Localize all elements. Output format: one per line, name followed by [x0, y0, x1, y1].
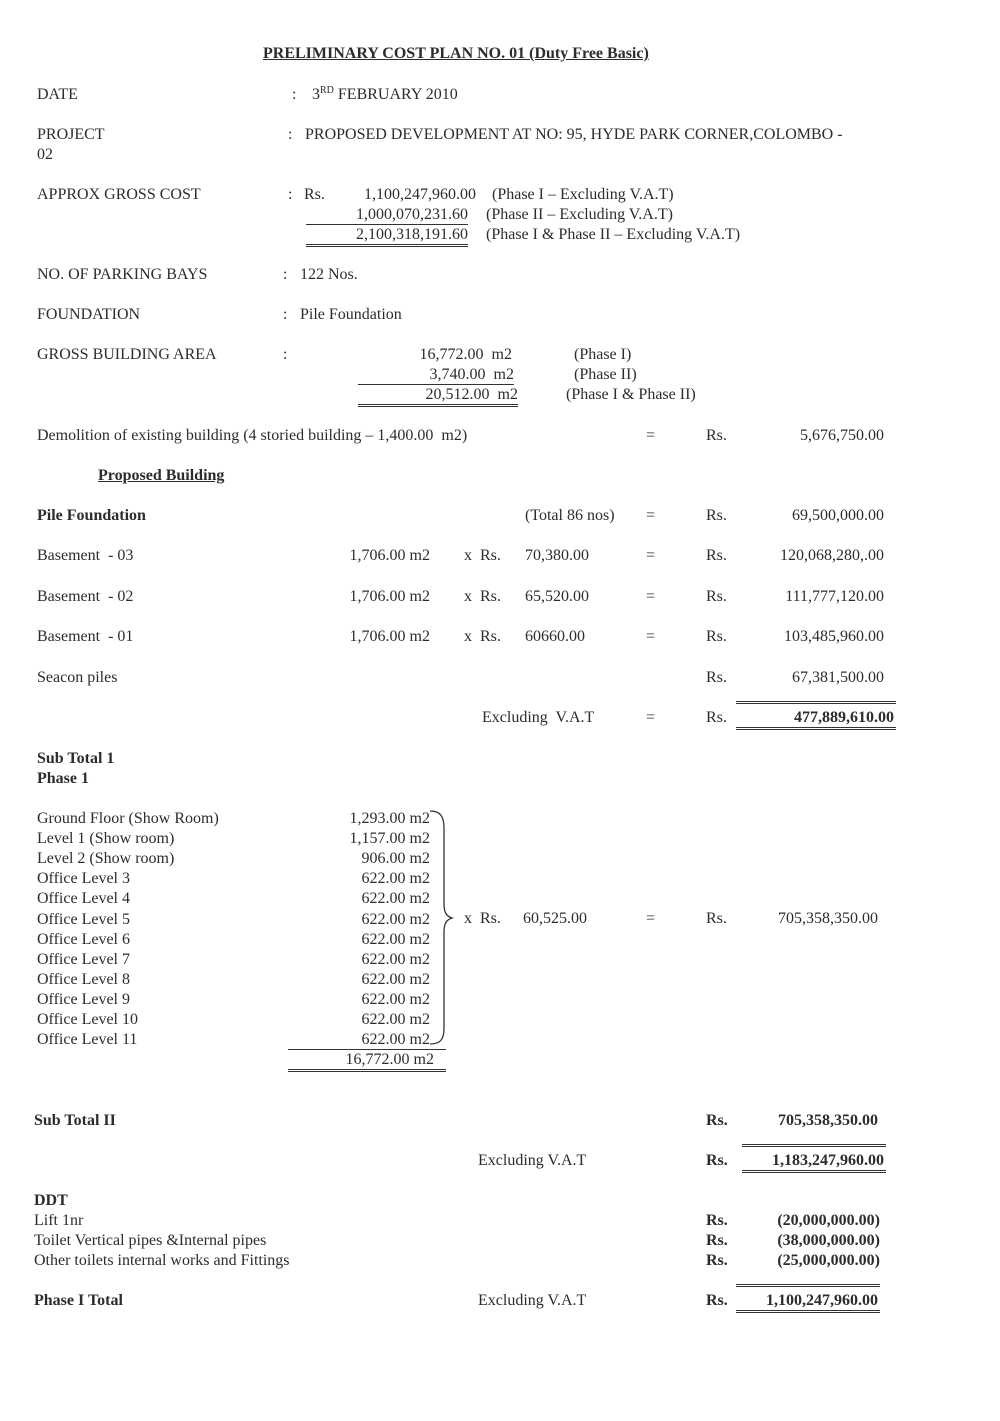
- excl-vat-label: Excluding V.A.T: [478, 1152, 587, 1169]
- gross-area-phase1-note: (Phase I): [574, 346, 632, 363]
- project-value: PROPOSED DEVELOPMENT AT NO: 95, HYDE PARK CORNER,COLOMBO -: [305, 126, 843, 143]
- basement-label: Basement - 03: [37, 547, 134, 564]
- gross-cost-currency: Rs.: [304, 186, 325, 203]
- pile-foundation-currency: Rs.: [706, 507, 727, 524]
- pile-foundation-label: Pile Foundation: [37, 507, 146, 524]
- gross-cost-phase2-amount: 1,000,070,231.60: [306, 205, 468, 225]
- basement-eq: =: [646, 547, 656, 564]
- floor-area: 622.00 m2: [361, 870, 430, 888]
- floor-area: 622.00 m2: [361, 990, 430, 1008]
- floor-area: 906.00 m2: [361, 850, 430, 868]
- date-day: 3: [312, 86, 320, 103]
- floor-label: Office Level 11: [37, 1031, 138, 1049]
- floor-label: Office Level 7: [37, 950, 130, 968]
- demolition-amount: 5,676,750.00: [800, 427, 884, 444]
- demolition-currency: Rs.: [706, 427, 727, 444]
- basement-currency: Rs.: [706, 547, 727, 564]
- floor-area: 1,293.00 m2: [349, 810, 430, 827]
- gross-area-total-note: (Phase I & Phase II): [566, 386, 696, 403]
- basement-amount: 120,068,280,.00: [780, 547, 884, 564]
- floors-total-area: 16,772.00 m2: [288, 1049, 446, 1072]
- parking-value: 122 Nos.: [300, 266, 358, 283]
- floor-label: Office Level 10: [37, 1011, 138, 1028]
- basement-label: Basement - 01: [37, 628, 134, 645]
- basement-rate: 70,380.00: [525, 547, 589, 564]
- phase1-amount: 705,358,350.00: [778, 910, 878, 927]
- ddt-item-amount: (38,000,000.00): [777, 1232, 880, 1250]
- basement-currency: Rs.: [706, 588, 727, 605]
- ddt-item-label: Toilet Vertical pipes &Internal pipes: [34, 1232, 267, 1250]
- floor-area: 622.00 m2: [361, 890, 430, 908]
- floor-area: 622.00 m2: [361, 930, 430, 948]
- pile-foundation-amount: 69,500,000.00: [792, 507, 884, 524]
- basement-rate: 65,520.00: [525, 588, 589, 605]
- proposed-building-heading: Proposed Building: [98, 467, 225, 484]
- basement-x-rs: x Rs.: [464, 628, 501, 645]
- floor-label: Office Level 5: [37, 910, 130, 928]
- excl-vat-currency: Rs.: [706, 1152, 728, 1169]
- floor-area: 622.00 m2: [361, 950, 430, 968]
- basement-eq: =: [646, 628, 656, 645]
- brace-icon: [426, 808, 456, 1048]
- gross-area-total: 20,512.00 m2: [358, 385, 518, 407]
- basement-area: 1,706.00 m2: [349, 588, 430, 605]
- floor-label: Office Level 8: [37, 970, 130, 988]
- phase1-currency: Rs.: [706, 910, 727, 927]
- ddt-heading: DDT: [34, 1192, 68, 1209]
- foundation-colon: :: [283, 306, 288, 323]
- brace-path: [430, 811, 452, 1044]
- basement-rate: 60660.00: [525, 628, 585, 645]
- pile-foundation-note: (Total 86 nos): [525, 507, 615, 524]
- floor-area: 622.00 m2: [361, 1031, 430, 1049]
- ddt-item-currency: Rs.: [706, 1212, 728, 1229]
- gross-cost-phase2-note: (Phase II – Excluding V.A.T): [486, 206, 673, 223]
- subtotal1-currency: Rs.: [706, 709, 727, 726]
- gross-area-label: GROSS BUILDING AREA: [37, 346, 217, 363]
- date-month-year: FEBRUARY 2010: [333, 86, 458, 103]
- subtotal1-amount: 477,889,610.00: [736, 701, 896, 730]
- floor-label: Office Level 4: [37, 890, 130, 908]
- floor-area: 1,157.00 m2: [349, 830, 430, 848]
- phase1-total-amount: 1,100,247,960.00: [736, 1284, 880, 1313]
- date-suffix: RD: [320, 85, 334, 96]
- pile-foundation-eq: =: [646, 507, 656, 524]
- phase1-eq: =: [646, 910, 656, 927]
- phase1-rate: 60,525.00: [523, 910, 587, 927]
- parking-label: NO. OF PARKING BAYS: [37, 266, 208, 283]
- gross-cost-total-note: (Phase I & Phase II – Excluding V.A.T): [486, 226, 741, 243]
- gross-cost-total-amount: 2,100,318,191.60: [306, 225, 468, 247]
- floor-label: Office Level 3: [37, 870, 130, 888]
- ddt-item-label: Lift 1nr: [34, 1212, 84, 1229]
- phase1-x-rs: x Rs.: [464, 910, 501, 927]
- phase1-heading: Phase 1: [37, 770, 89, 787]
- floor-label: Level 2 (Show room): [37, 850, 175, 868]
- floor-area: 622.00 m2: [361, 970, 430, 988]
- basement-area: 1,706.00 m2: [349, 547, 430, 564]
- subtotal1-heading: Sub Total 1: [37, 750, 115, 767]
- document-title: PRELIMINARY COST PLAN NO. 01 (Duty Free Basic): [263, 45, 649, 62]
- subtotal1-vat-label: Excluding V.A.T: [482, 709, 595, 726]
- date-value: [312, 85, 458, 104]
- project-colon: :: [288, 126, 293, 143]
- date-label: DATE: [37, 86, 78, 103]
- demolition-eq: =: [646, 427, 656, 444]
- project-label-cont: 02: [37, 146, 53, 163]
- phase1-total-vat: Excluding V.A.T: [478, 1292, 587, 1309]
- gross-cost-phase1-note: (Phase I – Excluding V.A.T): [492, 186, 674, 203]
- gross-cost-label: APPROX GROSS COST: [37, 186, 201, 203]
- ddt-item-currency: Rs.: [706, 1252, 728, 1270]
- ddt-item-amount: (20,000,000.00): [777, 1212, 880, 1229]
- foundation-label: FOUNDATION: [37, 306, 141, 323]
- floor-area: 622.00 m2: [361, 910, 430, 928]
- demolition-label: Demolition of existing building (4 storied building – 1,400.00 m2): [37, 427, 468, 444]
- basement-x-rs: x Rs.: [464, 547, 501, 564]
- floor-label: Office Level 6: [37, 930, 130, 948]
- foundation-value: Pile Foundation: [300, 306, 402, 323]
- phase1-total-label: Phase I Total: [34, 1292, 123, 1309]
- gross-area-phase2: 3,740.00 m2: [358, 365, 514, 385]
- basement-label: Basement - 02: [37, 588, 134, 605]
- gross-area-colon: :: [283, 346, 288, 363]
- gross-area-phase2-note: (Phase II): [574, 366, 637, 383]
- subtotal2-currency: Rs.: [706, 1112, 728, 1129]
- floor-area: 622.00 m2: [361, 1011, 430, 1028]
- floor-label: Level 1 (Show room): [37, 830, 175, 848]
- floor-label: Office Level 9: [37, 990, 130, 1008]
- seacon-piles-label: Seacon piles: [37, 669, 118, 686]
- basement-eq: =: [646, 588, 656, 605]
- ddt-item-amount: (25,000,000.00): [777, 1252, 880, 1270]
- seacon-piles-amount: 67,381,500.00: [792, 669, 884, 686]
- floor-label: Ground Floor (Show Room): [37, 810, 219, 827]
- subtotal2-amount: 705,358,350.00: [778, 1112, 878, 1129]
- ddt-item-label: Other toilets internal works and Fittings: [34, 1252, 290, 1270]
- ddt-item-currency: Rs.: [706, 1232, 728, 1250]
- basement-area: 1,706.00 m2: [349, 628, 430, 645]
- subtotal2-label: Sub Total II: [34, 1112, 116, 1129]
- basement-amount: 103,485,960.00: [784, 628, 884, 645]
- parking-colon: :: [283, 266, 288, 283]
- basement-amount: 111,777,120.00: [785, 588, 884, 605]
- basement-x-rs: x Rs.: [464, 588, 501, 605]
- phase1-total-currency: Rs.: [706, 1292, 728, 1309]
- excl-vat-amount: 1,183,247,960.00: [742, 1144, 886, 1173]
- project-label: PROJECT: [37, 126, 105, 143]
- seacon-piles-currency: Rs.: [706, 669, 727, 686]
- date-colon: :: [292, 86, 297, 103]
- basement-currency: Rs.: [706, 628, 727, 645]
- gross-cost-phase1-amount: 1,100,247,960.00: [364, 186, 476, 203]
- subtotal1-eq: =: [646, 709, 656, 726]
- gross-area-phase1: 16,772.00 m2: [419, 346, 512, 363]
- gross-cost-colon: :: [288, 186, 293, 203]
